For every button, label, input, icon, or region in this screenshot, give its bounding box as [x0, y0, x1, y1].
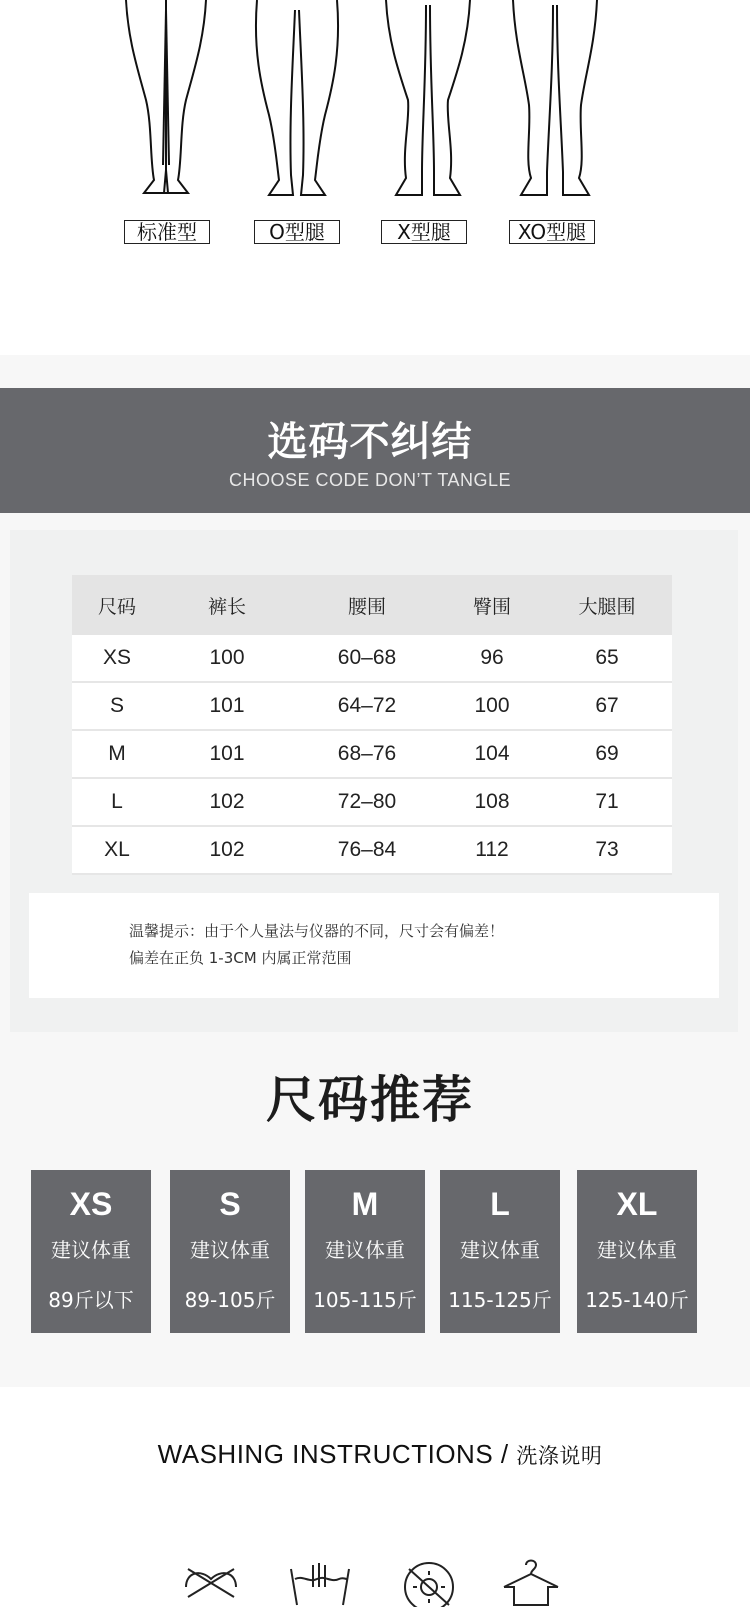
table-row: [72, 826, 672, 874]
table-cell: 64–72: [292, 682, 442, 730]
column-header-length: 裤长: [162, 575, 292, 635]
size-card-label: 建议体重: [190, 1238, 270, 1262]
table-row: [72, 635, 672, 682]
washing-title-separator: /: [493, 1439, 517, 1469]
leg-type-label-xo: XO型腿: [509, 220, 595, 244]
size-chart-section: [0, 355, 750, 1387]
table-header-row: [72, 575, 672, 635]
size-card-size: XS: [69, 1186, 113, 1222]
washing-section: [0, 1387, 750, 1599]
table-cell: 101: [162, 682, 292, 730]
size-card-m: [305, 1170, 425, 1333]
table-cell: 71: [542, 778, 672, 826]
column-header-hip: 臀围: [442, 575, 542, 635]
table-cell: 67: [542, 682, 672, 730]
size-table-panel: [10, 530, 738, 1032]
washing-title-en: WASHING INSTRUCTIONS: [157, 1439, 494, 1469]
table-cell: L: [72, 778, 162, 826]
size-card-label: 建议体重: [325, 1238, 405, 1262]
size-card-size: L: [490, 1186, 510, 1222]
table-cell: XS: [72, 635, 162, 682]
tip-line-1: 温馨提示：由于个人量法与仪器的不同，尺寸会有偏差！: [129, 922, 505, 940]
table-cell: 68–76: [292, 730, 442, 778]
size-card-label: 建议体重: [597, 1238, 677, 1262]
tip-line-2: 偏差在正负 1-3CM 内属正常范围: [129, 949, 352, 967]
size-card-label: 建议体重: [460, 1238, 540, 1262]
table-cell: S: [72, 682, 162, 730]
recommendation-title: 尺码推荐: [266, 1071, 474, 1129]
size-card-size: S: [219, 1186, 241, 1222]
leg-type-label-o: O型腿: [254, 220, 340, 244]
xo-legs-icon: [505, 0, 605, 205]
leg-type-label-standard: 标准型: [124, 220, 210, 244]
column-header-thigh: 大腿围: [542, 575, 672, 635]
table-cell: 102: [162, 826, 292, 874]
size-card-size: M: [351, 1186, 379, 1222]
table-cell: XL: [72, 826, 162, 874]
table-cell: 102: [162, 778, 292, 826]
table-cell: 96: [442, 635, 542, 682]
table-cell: 104: [442, 730, 542, 778]
banner-subtitle: CHOOSE CODE DON’T TANGLE: [228, 470, 512, 490]
table-cell: M: [72, 730, 162, 778]
standard-legs-icon: [116, 0, 216, 205]
size-card-xl: [577, 1170, 697, 1333]
table-cell: 60–68: [292, 635, 442, 682]
measurement-tip-box: [29, 893, 719, 998]
table-cell: 101: [162, 730, 292, 778]
column-header-waist: 腰围: [292, 575, 442, 635]
table-cell: 65: [542, 635, 672, 682]
table-row: [72, 682, 672, 730]
size-card-label: 建议体重: [51, 1238, 131, 1262]
do-not-wring-icon: [176, 1557, 246, 1607]
x-legs-icon: [378, 0, 478, 205]
hang-dry-icon: [496, 1557, 566, 1607]
size-card-range: 115-125斤: [448, 1288, 552, 1312]
hand-wash-icon: [285, 1557, 355, 1607]
table-cell: 112: [442, 826, 542, 874]
washing-title-cn: 洗涤说明: [516, 1444, 603, 1468]
washing-heading: [0, 1439, 750, 1470]
size-card-range: 89-105斤: [184, 1288, 276, 1312]
table-cell: 73: [542, 826, 672, 874]
table-cell: 72–80: [292, 778, 442, 826]
o-legs-icon: [247, 0, 347, 205]
size-card-s: [170, 1170, 290, 1333]
size-card-range: 125-140斤: [585, 1288, 689, 1312]
table-cell: 108: [442, 778, 542, 826]
size-card-range: 105-115斤: [313, 1288, 417, 1312]
table-cell: 100: [442, 682, 542, 730]
table-row: [72, 778, 672, 826]
leg-shape-section: [0, 0, 750, 355]
size-card-size: XL: [616, 1186, 658, 1222]
do-not-tumble-dry-icon: [394, 1557, 464, 1607]
table-cell: 76–84: [292, 826, 442, 874]
size-card-l: [440, 1170, 560, 1333]
column-header-size: 尺码: [72, 575, 162, 635]
size-table: [72, 575, 672, 875]
table-row: [72, 730, 672, 778]
header-banner: [0, 388, 750, 513]
size-card-range: 89斤以下: [48, 1288, 134, 1312]
banner-title: 选码不纠结: [267, 419, 473, 465]
leg-type-label-x: X型腿: [381, 220, 467, 244]
size-card-xs: [31, 1170, 151, 1333]
table-cell: 100: [162, 635, 292, 682]
table-cell: 69: [542, 730, 672, 778]
